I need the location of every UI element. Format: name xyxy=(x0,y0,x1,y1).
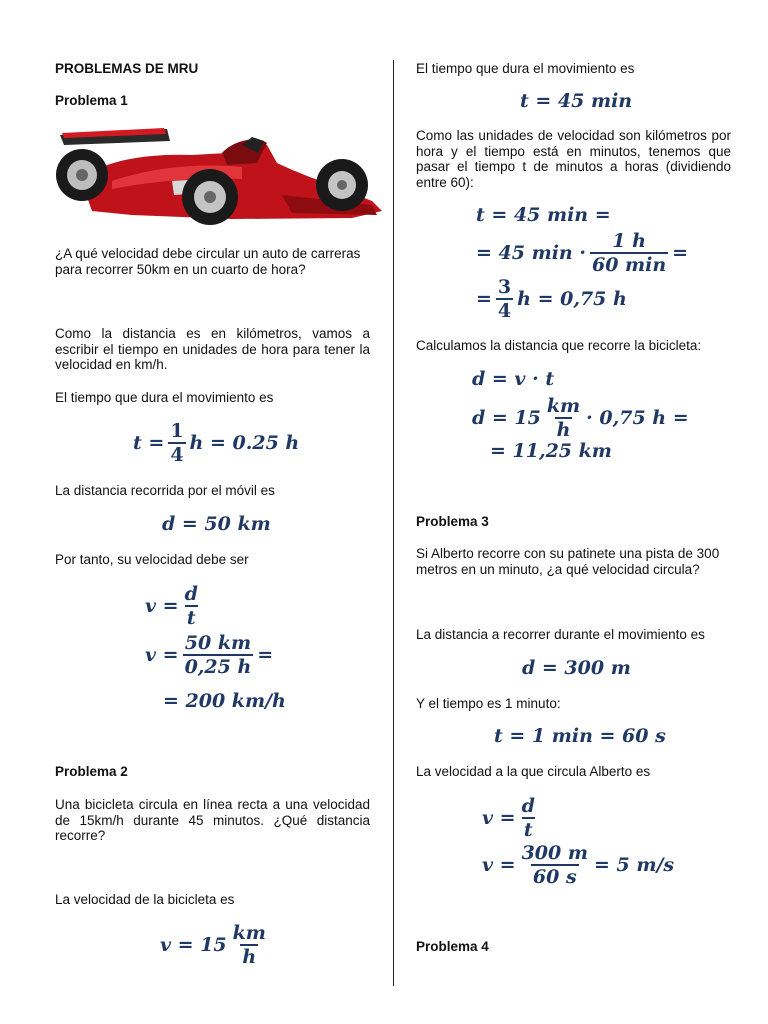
equation-conversion-1: t = 45 min = xyxy=(476,204,611,226)
unit-conversion-text: Como las unidades de velocidad son kilómetros por hora y el tiempo está en minutos, tenemos que pasar el tiempo t de minutos a horas (dividiendo entre 60): xyxy=(416,128,731,190)
racing-car-icon xyxy=(52,123,387,233)
equation-conversion-2: = 45 min · $\frac{1 h}{60 \min}$ = xyxy=(476,230,689,276)
equation-time-45: t = 45 min xyxy=(520,90,633,112)
time-intro-text-right: El tiempo que dura el movimiento es xyxy=(416,61,635,76)
equation-bike-velocity: v = 15 $\frac{km}{h}$ xyxy=(160,922,266,968)
equation-distance-formula: d = v · t xyxy=(472,368,555,390)
time-1min-intro-text: Y el tiempo es 1 minuto: xyxy=(416,696,561,711)
equation-distance-substitution: d = 15 $\frac{km}{h}$ · 0,75 h = xyxy=(472,395,689,441)
velocity-intro-text: Por tanto, su velocidad debe ser xyxy=(55,552,249,567)
time-intro-text: El tiempo que dura el movimiento es xyxy=(55,390,274,405)
equation-alberto-formula: v = $\frac{d}{t}$ xyxy=(482,795,535,841)
problem-3-question: Si Alberto recorre con su patinete una pista de 300 metros en un minuto, ¿a qué velocidad circula? xyxy=(416,546,720,577)
problem-2-question: Una bicicleta circula en línea recta a una velocidad de 15km/h durante 45 minutos. ¿Qué distancia recorre? xyxy=(55,797,370,843)
equation-time: t = $\frac{1}{4}$ h = 0.25 h xyxy=(133,420,300,466)
rear-wheel xyxy=(56,149,108,201)
problem-1-text: Como la distancia es en kilómetros, vamos a escribir el tiempo en unidades de hora para tener la velocidad en km/h. xyxy=(55,326,370,372)
distance-intro-text: La distancia recorrida por el móvil es xyxy=(55,483,275,498)
equation-velocity-formula: v = $\frac{d}{t}$ xyxy=(145,583,198,629)
equation-distance-300: d = 300 m xyxy=(522,657,631,679)
equation-time-1min: t = 1 min = 60 s xyxy=(494,725,666,747)
alberto-velocity-intro-text: La velocidad a la que circula Alberto es xyxy=(416,764,651,779)
document-title: PROBLEMAS DE MRU xyxy=(55,61,199,76)
equation-conversion-3: = $\frac{3}{4}$ h = 0,75 h xyxy=(476,276,627,322)
problem-1-heading: Problema 1 xyxy=(55,93,128,108)
problem-4-heading: Problema 4 xyxy=(416,939,489,954)
column-divider xyxy=(393,60,394,986)
bike-velocity-intro-text: La velocidad de la bicicleta es xyxy=(55,892,235,907)
equation-distance: d = 50 km xyxy=(162,513,271,535)
equation-alberto-result: v = $\frac{300 m}{60 s}$ = 5 m/s xyxy=(482,842,675,888)
problem-2-heading: Problema 2 xyxy=(55,764,128,779)
problem-3-heading: Problema 3 xyxy=(416,514,489,529)
bike-distance-intro-text: Calculamos la distancia que recorre la bicicleta: xyxy=(416,338,702,353)
problem-1-question: ¿A qué velocidad debe circular un auto de carreras para recorrer 50km en un cuarto de hora? xyxy=(55,246,361,277)
equation-velocity-result: = 200 km/h xyxy=(163,690,286,712)
distance-300-intro-text: La distancia a recorrer durante el movimiento es xyxy=(416,627,705,642)
equation-distance-result: = 11,25 km xyxy=(490,440,612,462)
equation-velocity-substitution: v = $\frac{50 km}{0,25 h}$ = xyxy=(145,632,274,678)
